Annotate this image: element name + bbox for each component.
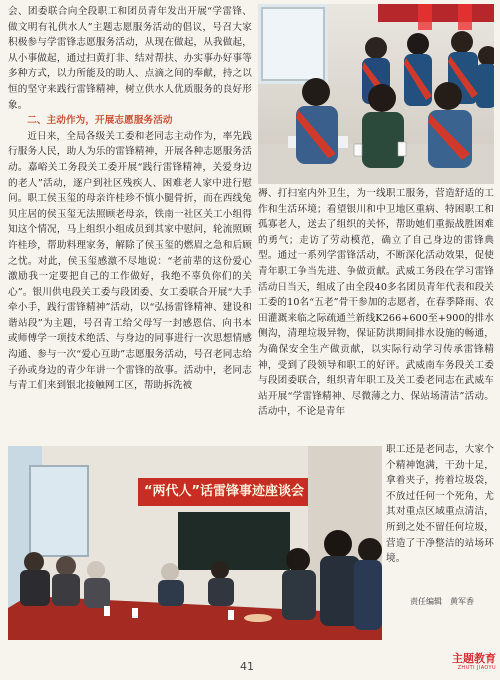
paragraph-continued: 褥、打扫室内外卫生，为一线职工服务，营造舒适的工作和生活环境；看望银川和中卫地区重病、特困职工和孤寡老人，送去了组织的关怀，帮助她们重振战胜困难的勇气；走访了劳动模范，确立了自己身边的雷锋典型。通过一系列学雷锋活动，不断深化活动效果，促使青年职工争当先进、争做贡献。武威工务段在学习雷锋活动日当天，组成了由全段40多名团员青年代表和段关工委的10名“五老”骨干参加的志愿者，在春季降雨、农田灌溉来临之际疏通兰新线K266+600至+900的排水侧沟，清理垃圾异物，保证防洪期间排水设施的畅通，为确保安全生产做贡献，以实际行动学习传承雷锋精神，受到了段领导和职工的好评。武威南车务段关工委与段团委联合，组织青年职工及关工委老同志在武威车站开展“学雷锋精神、尽微薄之力、保站场清洁”活动。活动中，不论是青年 xyxy=(258,188,494,418)
paragraph-volunteer: 近日来，全局各级关工委和老同志主动作为，率先践行服务人民，助人为乐的雷锋精神，开展各种志愿服务活动。嘉峪关工务段关工委开展“践行雷锋精神，关爱身边的老人”活动，逐户到社区残疾人、困难老人家中进行慰问。职工侯玉玺的母亲许桂珍不慎小腿骨折，而在西线兔贝庄居的侯玉玺无法照顾老母亲，铁南一社区关工小组得知这个情况，马上组织小组成员到其家中慰问，轮流照顾许桂珍，帮助料理家务，解除了侯玉玺的燃眉之急和后顾之忧。对此，侯玉玺感激不尽地说：“老前辈的这份爱心激励我一定要把自己的工作做好，我绝不辜负你们的关心”。银川供电段关工委与段团委、女工委联合开展“大手牵小手，践行雷锋精神”活动，以“弘扬雷锋精神、建设和谐站段”为主题，号召青工给父母写一封感恩信、向书本或师傅学一项技术绝活、与身边的同事进行一次思想情感沟通、参与一次“爱心互助”志愿服务活动，号召老同志给子孙或身边的青少年讲一个雷锋的故事。活动中，老同志与青工们来到银北接触网工区，帮助拆洗被 xyxy=(8,130,252,392)
seminar-photo xyxy=(8,446,382,640)
editor-credit: 责任编辑 黄军香 xyxy=(410,597,474,606)
right-column-end xyxy=(386,442,494,566)
left-column xyxy=(8,4,252,450)
page-number: 41 xyxy=(240,660,254,673)
volunteers-photo xyxy=(258,4,494,184)
seminar-banner-text: “两代人”话雷锋事迹座谈会 xyxy=(143,484,305,499)
section-heading: 二、主动作为，开展志愿服务活动 xyxy=(27,115,173,127)
logo-subtitle: ZHUTI JIAOYU xyxy=(457,665,496,671)
paragraph-ending: 职工还是老同志，大家个个精神饱满，干劲十足，拿着夹子，挎着垃圾袋，不放过任何一个死角，尤其对重点区域重点清洁，所到之处不留任何垃圾，营造了干净整洁的站场环境。 xyxy=(386,444,494,565)
magazine-logo xyxy=(444,652,496,672)
right-column xyxy=(258,186,494,442)
paragraph-intro: 会、团委联合向全段职工和团员青年发出开展“学雷锋、做文明有礼供水人”主题志愿服务活动的倡议，号召大家积极参与学雷锋志愿服务活动，从现在做起，从我做起，从小事做起，通过扫黄打非、结对帮扶、办实事办好事等多种方式，以力所能及的助人、点滴之间的奉献，持之以恒的坚守来践行雷锋精神，树立供水人优质服务的良好形象。 xyxy=(8,6,252,111)
logo-title: 主题教育 xyxy=(452,652,496,665)
